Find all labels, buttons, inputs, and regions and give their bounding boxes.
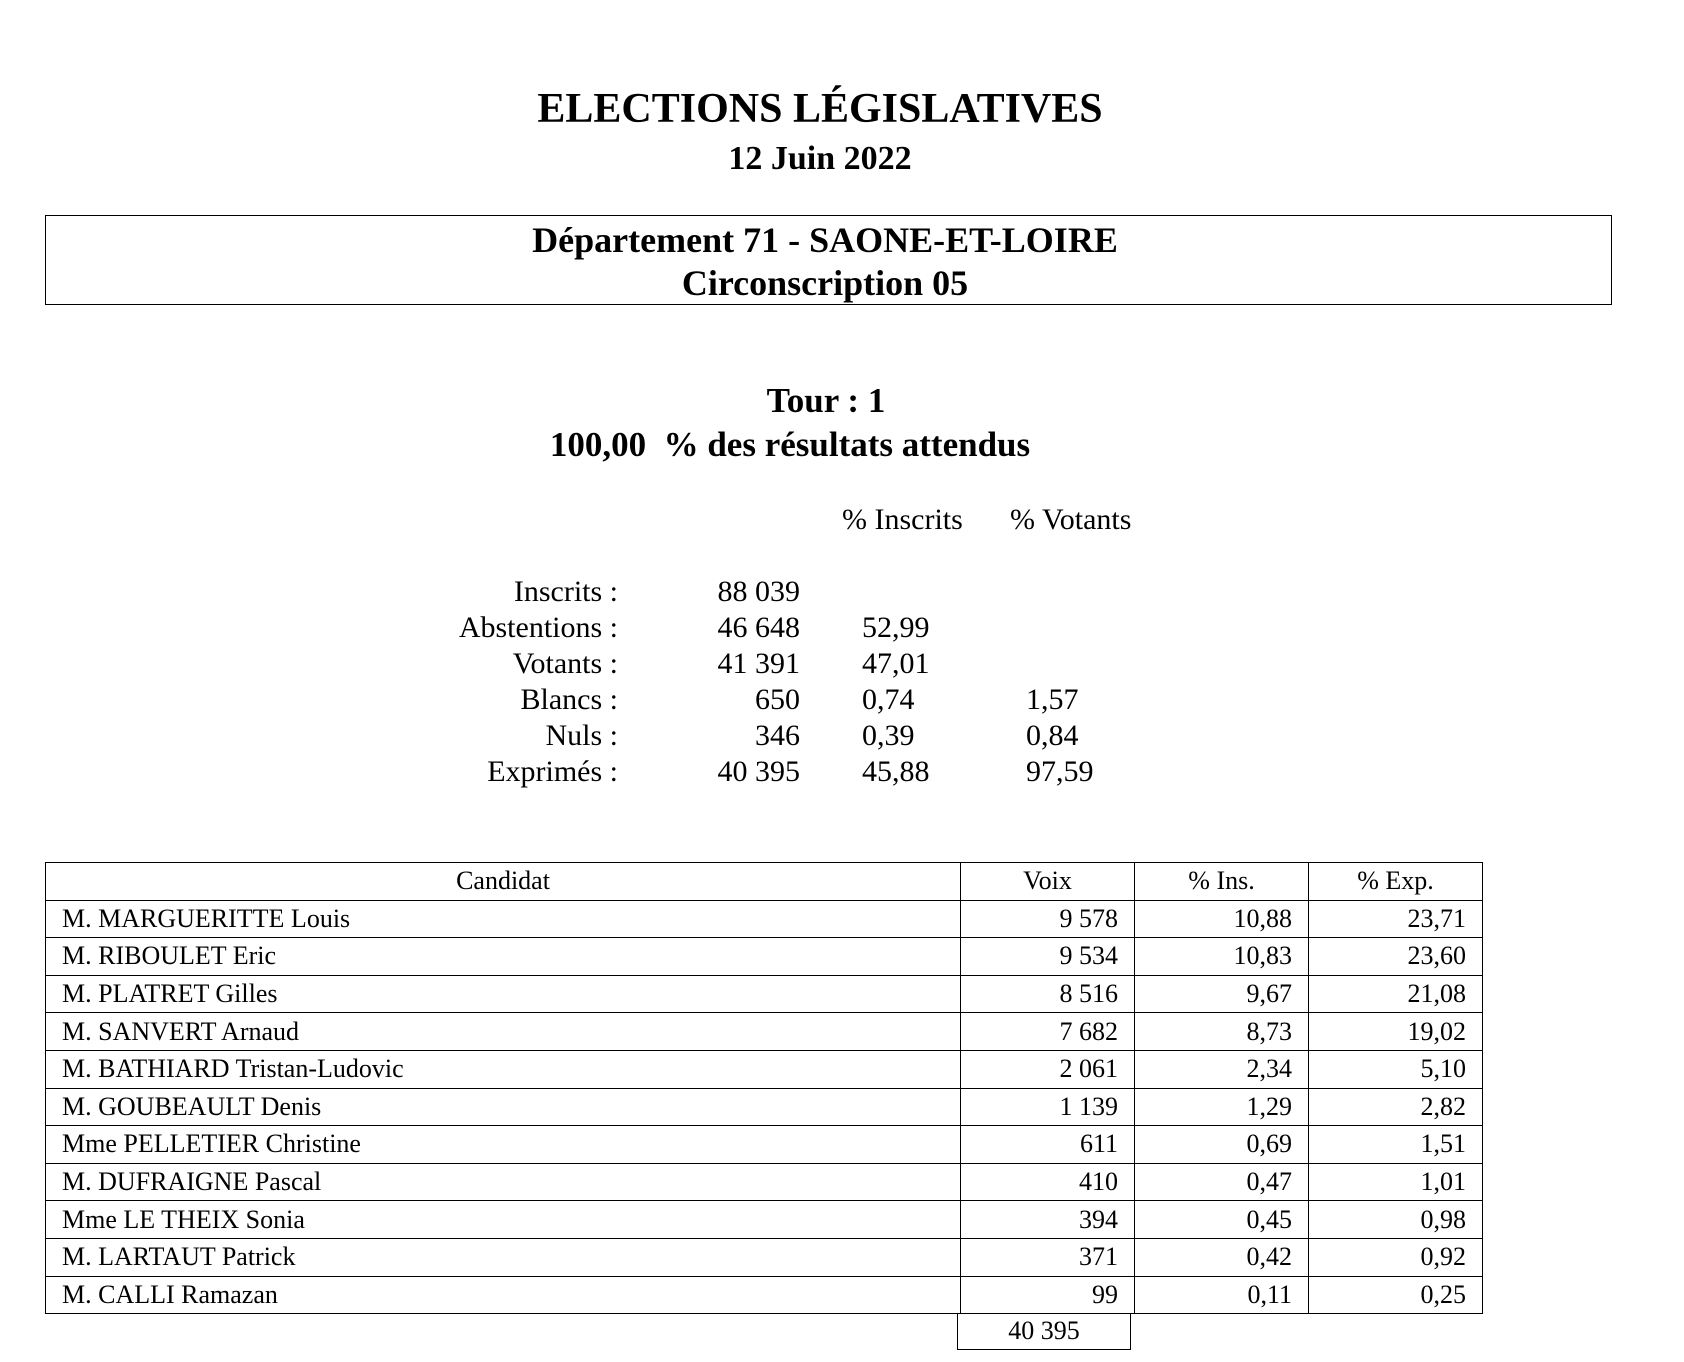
department-name: Département 71 - SAONE-ET-LOIRE	[532, 220, 1118, 260]
stats-label: Abstentions :	[458, 611, 618, 644]
candidate-pct-ins: 0,47	[1135, 1163, 1309, 1201]
table-row	[46, 938, 1483, 976]
candidate-name: M. SANVERT Arnaud	[46, 1013, 961, 1051]
candidate-name: M. RIBOULET Eric	[46, 938, 961, 976]
stats-row	[0, 682, 1684, 718]
candidate-pct-exp: 23,60	[1309, 938, 1483, 976]
total-voix: 40 395	[957, 1314, 1131, 1350]
candidate-name: M. BATHIARD Tristan-Ludovic	[46, 1050, 961, 1088]
stats-pct-inscrits: 45,88	[862, 755, 930, 788]
candidate-voix: 99	[961, 1276, 1135, 1314]
candidate-pct-ins: 0,69	[1135, 1126, 1309, 1164]
candidates-table	[45, 862, 1483, 1314]
stats-label: Exprimés :	[487, 755, 618, 788]
candidate-name: Mme PELLETIER Christine	[46, 1126, 961, 1164]
candidate-name: M. PLATRET Gilles	[46, 975, 961, 1013]
stats-header-pct-votants: % Votants	[1010, 503, 1132, 536]
candidate-pct-ins: 1,29	[1135, 1088, 1309, 1126]
table-row	[46, 1201, 1483, 1239]
table-row	[46, 1126, 1483, 1164]
candidate-voix: 394	[961, 1201, 1135, 1239]
election-date: 12 Juin 2022	[728, 140, 912, 177]
candidate-pct-exp: 19,02	[1309, 1013, 1483, 1051]
stats-row	[0, 646, 1684, 682]
stats-pct-votants: 0,84	[1026, 719, 1079, 752]
candidate-pct-exp: 5,10	[1309, 1050, 1483, 1088]
candidate-name: M. DUFRAIGNE Pascal	[46, 1163, 961, 1201]
stats-row	[0, 718, 1684, 754]
header-pct-exp: % Exp.	[1309, 863, 1483, 901]
stats-label: Nuls :	[545, 719, 618, 752]
stats-pct-votants: 97,59	[1026, 755, 1094, 788]
candidate-name: Mme LE THEIX Sonia	[46, 1201, 961, 1239]
table-row	[46, 1088, 1483, 1126]
candidate-name: M. CALLI Ramazan	[46, 1276, 961, 1314]
candidate-pct-ins: 2,34	[1135, 1050, 1309, 1088]
candidate-name: M. LARTAUT Patrick	[46, 1238, 961, 1276]
candidate-pct-exp: 23,71	[1309, 900, 1483, 938]
table-row	[46, 1163, 1483, 1201]
stats-pct-inscrits: 52,99	[862, 611, 930, 644]
stats-label: Inscrits :	[513, 575, 618, 608]
candidate-voix: 1 139	[961, 1088, 1135, 1126]
candidate-voix: 8 516	[961, 975, 1135, 1013]
candidate-pct-exp: 21,08	[1309, 975, 1483, 1013]
stats-row	[0, 754, 1684, 790]
stats-row	[0, 574, 1684, 610]
candidate-pct-ins: 10,88	[1135, 900, 1309, 938]
stats-row	[0, 610, 1684, 646]
candidate-voix: 9 578	[961, 900, 1135, 938]
candidate-voix: 7 682	[961, 1013, 1135, 1051]
results-expected: 100,00 % des résultats attendus	[549, 425, 1031, 464]
stats-value: 40 395	[717, 755, 800, 788]
candidate-pct-ins: 0,45	[1135, 1201, 1309, 1239]
candidate-voix: 371	[961, 1238, 1135, 1276]
stats-value: 650	[755, 683, 800, 716]
stats-header-pct-inscrits: % Inscrits	[842, 503, 963, 536]
stats-label: Votants :	[512, 647, 618, 680]
stats-label: Blancs :	[520, 683, 618, 716]
candidates-header-row	[46, 863, 1483, 901]
candidate-pct-ins: 0,42	[1135, 1238, 1309, 1276]
candidate-name: M. GOUBEAULT Denis	[46, 1088, 961, 1126]
table-row	[46, 900, 1483, 938]
candidate-pct-exp: 0,98	[1309, 1201, 1483, 1239]
candidate-pct-exp: 1,51	[1309, 1126, 1483, 1164]
candidate-pct-ins: 8,73	[1135, 1013, 1309, 1051]
candidate-pct-exp: 0,25	[1309, 1276, 1483, 1314]
candidate-voix: 2 061	[961, 1050, 1135, 1088]
candidate-pct-exp: 0,92	[1309, 1238, 1483, 1276]
document-title: ELECTIONS LÉGISLATIVES	[537, 86, 1103, 132]
candidate-pct-exp: 2,82	[1309, 1088, 1483, 1126]
candidate-pct-ins: 0,11	[1135, 1276, 1309, 1314]
candidate-voix: 611	[961, 1126, 1135, 1164]
stats-pct-inscrits: 0,39	[862, 719, 915, 752]
stats-value: 46 648	[717, 611, 800, 644]
candidate-pct-ins: 10,83	[1135, 938, 1309, 976]
candidate-pct-ins: 9,67	[1135, 975, 1309, 1013]
header-pct-ins: % Ins.	[1135, 863, 1309, 901]
stats-pct-inscrits: 47,01	[862, 647, 930, 680]
header-voix: Voix	[961, 863, 1135, 901]
table-row	[46, 1013, 1483, 1051]
table-row	[46, 1050, 1483, 1088]
candidate-voix: 410	[961, 1163, 1135, 1201]
table-row	[46, 1276, 1483, 1314]
candidate-pct-exp: 1,01	[1309, 1163, 1483, 1201]
stats-value: 346	[755, 719, 800, 752]
stats-value: 41 391	[717, 647, 800, 680]
stats-pct-votants: 1,57	[1026, 683, 1079, 716]
table-row	[46, 975, 1483, 1013]
stats-pct-inscrits: 0,74	[862, 683, 915, 716]
header-candidat: Candidat	[46, 863, 961, 901]
candidate-voix: 9 534	[961, 938, 1135, 976]
stats-value: 88 039	[717, 575, 800, 608]
candidate-name: M. MARGUERITTE Louis	[46, 900, 961, 938]
circonscription-name: Circonscription 05	[681, 263, 969, 303]
tour-label: Tour : 1	[766, 381, 886, 420]
table-row	[46, 1238, 1483, 1276]
